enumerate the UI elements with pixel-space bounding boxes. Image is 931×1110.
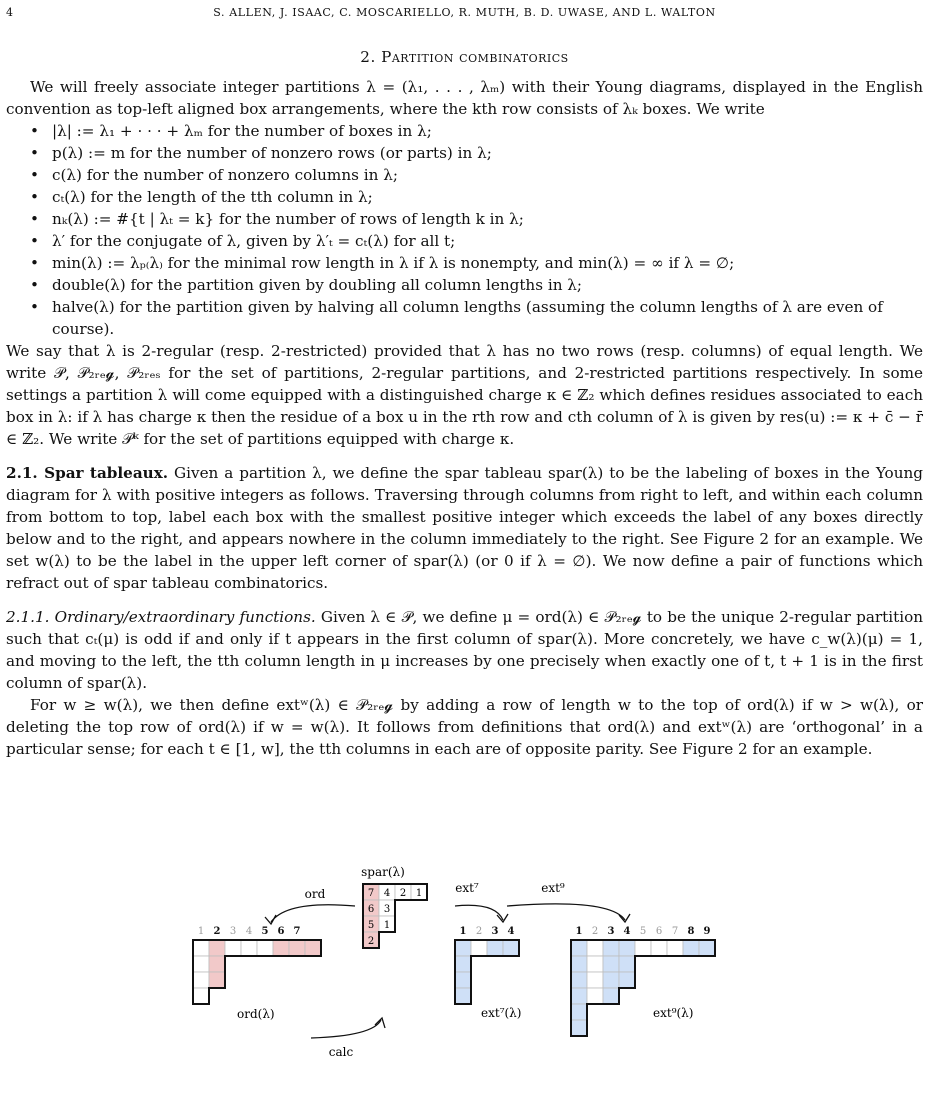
regularity-paragraph: We say that λ is 2-regular (resp. 2-restricted) provided that λ has no two rows (resp. columns) of equal length. We write 𝒫, 𝒫₂ᵣₑ𝓰, 𝒫₂ᵣₑₛ for the set of partitions, 2-regular partitions, and 2-restricted partitions respectively. In some settings a partition λ will come equipped with a distinguished charge κ ∈ ℤ₂ which defines residues associated to each box in λ: if λ has charge κ then the residue of a box u in the rth row and cth column of λ is given by res(u) := κ + c̄ − r̄ ∈ ℤ₂. We write 𝒫ᵏ for the set of partitions equipped with charge κ.: [6, 342, 923, 448]
figure-2: [185, 862, 745, 1094]
ext9-column-number: 9: [703, 926, 711, 937]
definition-item: • cₜ(λ) for the length of the tth column in λ;: [52, 186, 923, 208]
ext9-cell: [603, 988, 619, 1004]
calc-arrow: [311, 1020, 381, 1038]
ext7-cell: [487, 940, 503, 956]
ord-cell: [241, 940, 257, 956]
ext9-cell: [683, 940, 699, 956]
ord-cell: [209, 972, 225, 988]
ext9-cell: [619, 956, 635, 972]
ext7-diagram: [455, 926, 519, 1004]
spar-cell-label: 6: [367, 904, 375, 915]
definition-list: [6, 120, 923, 340]
ext9-cell: [651, 940, 667, 956]
ext7-cell: [471, 940, 487, 956]
ext9-arrow-label: ext⁹: [541, 881, 565, 895]
spar-cell-label: 1: [415, 888, 423, 899]
ord-ext-paragraph: [6, 606, 923, 694]
ext9-cell: [699, 940, 715, 956]
intro-paragraph: We will freely associate integer partitions λ = (λ₁, . . . , λₘ) with their Young diagrams, displayed in the English convention as top-left aligned box arrangements, where the kth row consists of λₖ boxes. We write: [6, 78, 923, 118]
ext9-cell: [571, 956, 587, 972]
ext7-cell: [455, 956, 471, 972]
ext9-cell: [571, 988, 587, 1004]
ord-cell: [257, 940, 273, 956]
ext9-cell: [587, 956, 603, 972]
ext9-column-number: 4: [623, 926, 631, 937]
ord-cell: [273, 940, 289, 956]
ext7-cell: [503, 940, 519, 956]
ext9-cell: [587, 940, 603, 956]
ext9-cell: [571, 940, 587, 956]
ext7-cell: [455, 940, 471, 956]
ord-column-number: 7: [293, 926, 301, 937]
ext7-arrow: [455, 905, 503, 920]
ext9-cell: [619, 940, 635, 956]
subsection-heading: 2.1. Spar tableaux.: [6, 464, 169, 482]
definition-item: • c(λ) for the number of nonzero columns in λ;: [52, 164, 923, 186]
ext7-label: ext⁷(λ): [481, 1006, 522, 1020]
ord-column-number: 6: [277, 926, 285, 937]
section-title: 2. Partition combinatorics: [360, 48, 569, 66]
ext9-cell: [603, 956, 619, 972]
ord-column-number: 1: [197, 926, 205, 937]
ext7-cell: [455, 988, 471, 1004]
calc-arrow-label: calc: [328, 1045, 354, 1059]
ext9-cell: [587, 988, 603, 1004]
ord-cell: [193, 940, 209, 956]
ext9-column-number: 7: [671, 926, 679, 937]
ext9-arrow: [507, 904, 625, 920]
definition-item: • double(λ) for the partition given by doubling all column lengths in λ;: [52, 274, 923, 296]
ord-cell: [305, 940, 321, 956]
spar-cell-label: 4: [383, 888, 391, 899]
ext9-cell: [619, 972, 635, 988]
ord-label: ord(λ): [237, 1007, 275, 1021]
ord-cell: [193, 972, 209, 988]
ext9-cell: [667, 940, 683, 956]
ext9-column-number: 2: [591, 926, 599, 937]
ext-paragraph: For w ≥ w(λ), we then define extʷ(λ) ∈ 𝒫₂ᵣₑ𝓰 by adding a row of length w to the top of ord(λ) if w > w(λ), or deleting the top row of ord(λ) if w = w(λ). It follows from definitions that ord(λ) and extʷ(λ) are ‘orthogonal’ in a particular sense; for each t ∈ [1, w], the tth columns in each are of opposite parity. See Figure 2 for an example.: [6, 696, 923, 758]
spar-cell-label: 7: [367, 888, 375, 899]
spar-cell-label: 2: [399, 888, 407, 899]
ext7-column-number: 4: [507, 926, 515, 937]
ord-cell: [209, 940, 225, 956]
ext9-label: ext⁹(λ): [653, 1006, 694, 1020]
spar-label: spar(λ): [361, 865, 405, 879]
ext9-cell: [571, 1004, 587, 1020]
ext9-column-number: 6: [655, 926, 663, 937]
running-header: [6, 2, 923, 24]
ord-cell: [209, 956, 225, 972]
ord-column-number: 2: [213, 926, 221, 937]
ext9-cell: [571, 972, 587, 988]
ord-column-number: 3: [229, 926, 237, 937]
ord-cell: [289, 940, 305, 956]
ext9-column-number: 1: [575, 926, 583, 937]
definition-item: • halve(λ) for the partition given by halving all column lengths (assuming the column lengths of λ are even of course).: [52, 296, 923, 340]
definition-item: • λ′ for the conjugate of λ, given by λ′ₜ = cₜ(λ) for all t;: [52, 230, 923, 252]
ext7-arrow-label: ext⁷: [455, 881, 479, 895]
definition-item: • min(λ) := λₚ₍λ₎ for the minimal row length in λ if λ is nonempty, and min(λ) = ∞ if λ = ∅;: [52, 252, 923, 274]
spar-cell-label: 3: [383, 904, 391, 915]
ord-column-number: 5: [261, 926, 269, 937]
ord-column-number: 4: [245, 926, 253, 937]
running-authors: S. ALLEN, J. ISAAC, C. MOSCARIELLO, R. MUTH, B. D. UWASE, AND L. WALTON: [213, 6, 716, 19]
calc-arrowhead: [375, 1018, 385, 1028]
ext9-cell: [587, 972, 603, 988]
ext7-cell: [455, 972, 471, 988]
spar-tableau: [363, 884, 427, 948]
ord-cell: [225, 940, 241, 956]
ext9-cell: [571, 1020, 587, 1036]
ord-cell: [193, 956, 209, 972]
ord-arrow-label: ord: [304, 887, 326, 901]
figure-svg: [185, 862, 745, 1088]
paper-page: [6, 0, 923, 760]
spar-cell-label: 2: [367, 936, 375, 947]
spar-tableaux-paragraph: [6, 462, 923, 594]
subsubsection-text: Given λ ∈ 𝒫, we define μ = ord(λ) ∈ 𝒫₂ᵣₑ𝓰 to be the unique 2-regular partition such that cₜ(μ) is odd if and only if t appears in the first column of spar(λ). More concretely, we have c_w(λ)(μ) = 1, and moving to the left, the tth column length in μ increases by one precisely when exactly one of t, t + 1 is in the first column of spar(λ).: [6, 608, 923, 692]
definition-item: • p(λ) := m for the number of nonzero rows (or parts) in λ;: [52, 142, 923, 164]
ext9-cell: [603, 940, 619, 956]
spar-cell-label: 1: [383, 920, 391, 931]
ext9-column-number: 3: [607, 926, 615, 937]
ext7-column-number: 1: [459, 926, 467, 937]
ord-diagram: [193, 926, 321, 1004]
ord-cell: [193, 988, 209, 1004]
ord-arrow: [271, 905, 355, 922]
ord-arrowhead: [265, 915, 276, 924]
subsection-text: Given a partition λ, we define the spar tableau spar(λ) to be the labeling of boxes in the Young diagram for λ with positive integers as follows. Traversing through columns from right to left, and within each column from bottom to top, label each box with the smallest positive integer which exceeds the label of any boxes directly below and to the right, and appears nowhere in the column immediately to the right. See Figure 2 for an example. We set w(λ) to be the label in the upper left corner of spar(λ) (or 0 if λ = ∅). We now define a pair of functions which refract out of spar tableau combinatorics.: [6, 464, 923, 592]
subsubsection-heading: 2.1.1. Ordinary/extraordinary functions.: [6, 608, 316, 626]
page-number: 4: [6, 6, 14, 19]
ext9-cell: [603, 972, 619, 988]
definition-item: • nₖ(λ) := #{t | λₜ = k} for the number of rows of length k in λ;: [52, 208, 923, 230]
definition-item: • |λ| := λ₁ + · · · + λₘ for the number of boxes in λ;: [52, 120, 923, 142]
ext7-column-number: 3: [491, 926, 499, 937]
ext9-cell: [635, 940, 651, 956]
ext7-column-number: 2: [475, 926, 483, 937]
ext9-column-number: 5: [639, 926, 647, 937]
spar-cell-label: 5: [367, 920, 375, 931]
ext9-column-number: 8: [687, 926, 695, 937]
